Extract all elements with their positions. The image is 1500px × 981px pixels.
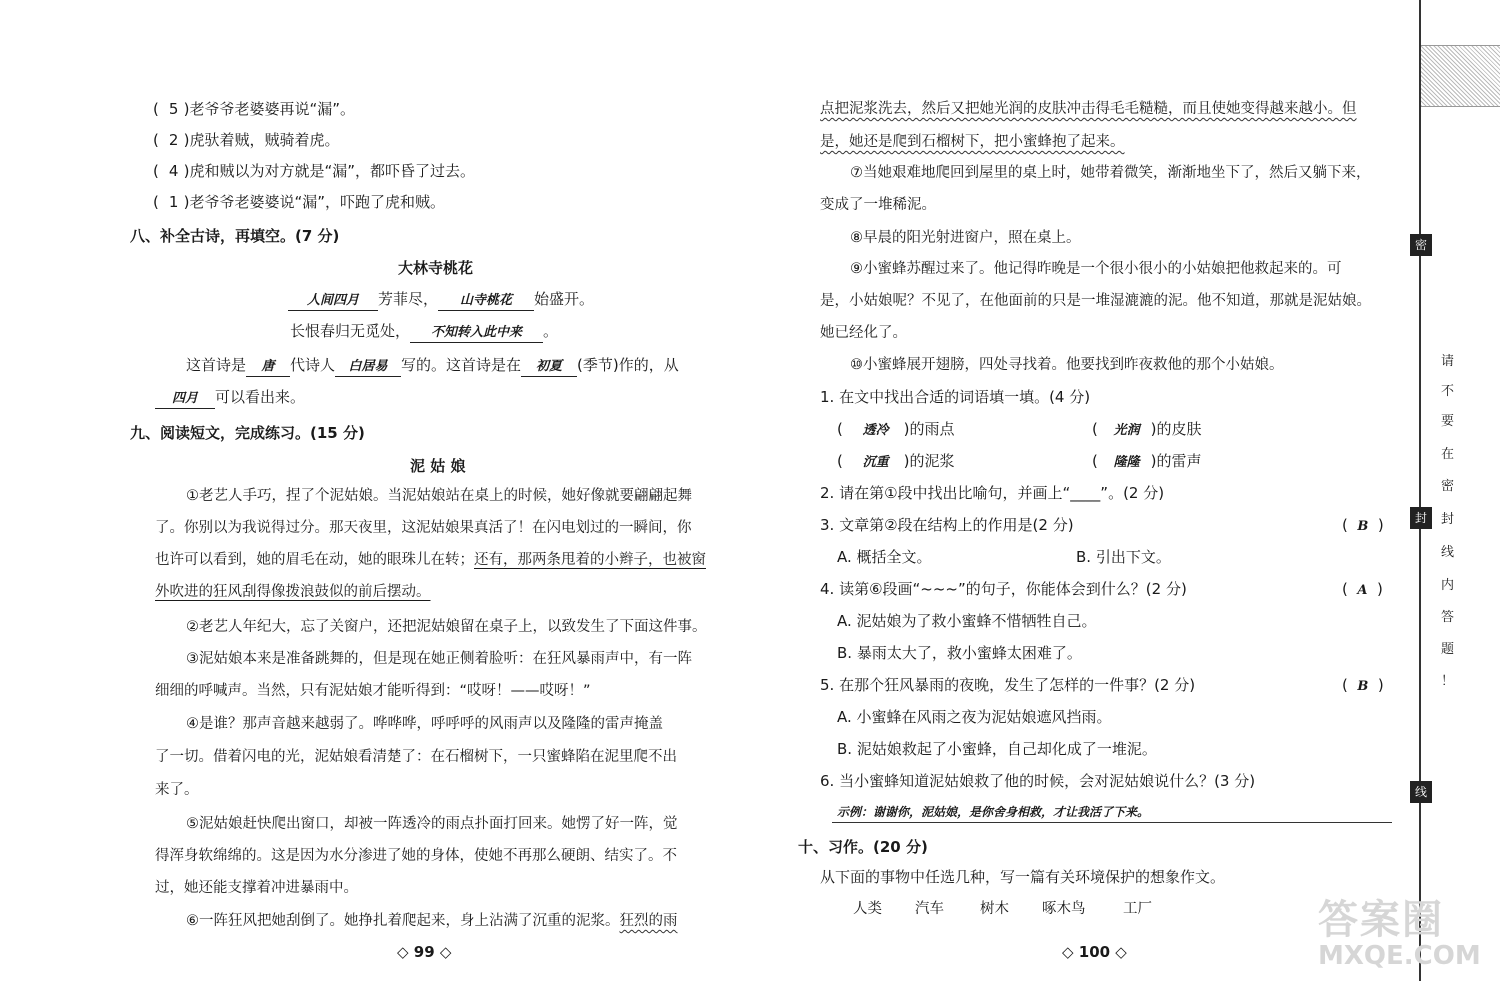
poem-fill-line-1: 这首诗是 唐 代诗人 白居易 写的。这首诗是在 初夏 (季节)作的，从 [186, 356, 679, 377]
section-8-heading: 八、补全古诗，再填空。(7 分) [130, 227, 340, 245]
story-line: 了一切。借着闪电的光，泥姑娘看清楚了：在石榴树下，一只蜜蜂陷在泥里爬不出 [155, 749, 677, 765]
q3-option-b: B. 引出下文。 [1076, 548, 1171, 566]
essay-prompt: 从下面的事物中任选几种，写一篇有关环境保护的想象作文。 [820, 868, 1226, 886]
story-line: 细细的呼喊声。当然，只有泥姑娘才能听得到：“哎呀！——哎呀！” [155, 683, 591, 699]
story-line: ⑧早晨的阳光射进窗户，照在桌上。 [850, 230, 1081, 246]
answer-line [832, 822, 1392, 823]
question-5: 5. 在那个狂风暴雨的夜晚，发生了怎样的一件事？(2 分) [820, 676, 1196, 694]
q3-answer: ( B ) [1342, 516, 1384, 534]
q3-option-a: A. 概括全文。 [837, 548, 932, 566]
order-item: ( 4 )虎和贼以为对方就是“漏”，都吓昏了过去。 [153, 162, 476, 180]
story-line: 得浑身软绵绵的。这是因为水分渗进了她的身体，使她不再那么硬朗、结实了。不 [155, 848, 677, 864]
story-line: 她已经化了。 [820, 325, 907, 341]
q5-option-b: B. 泥姑娘救起了小蜜蜂，自己却化成了一堆泥。 [837, 740, 1157, 758]
story-line: ⑦当她艰难地爬回到屋里的桌上时，她带着微笑，渐渐地坐下了，然后又躺下来， [850, 165, 1371, 181]
seal-mark: 密 [1410, 234, 1432, 256]
poem-line-1: 人间四月 芳菲尽， 山寺桃花 始盛开。 [288, 290, 594, 311]
seal-mark: 封 [1410, 507, 1432, 529]
q1-item: ( 隆隆 )的雷声 [1092, 452, 1202, 470]
vertical-char: ！ [1441, 674, 1455, 689]
order-item: ( 2 )虎驮着贼，贼骑着虎。 [153, 131, 340, 149]
vertical-char: 封 [1441, 512, 1455, 527]
question-1: 1. 在文中找出合适的词语填一填。(4 分) [820, 388, 1091, 406]
seal-mark: 线 [1410, 781, 1432, 803]
essay-item: 树木 [980, 901, 1009, 917]
poem-fill-line-2: 四月 可以看出来。 [155, 388, 305, 409]
simile-underline: 还有，那两条甩着的小辫子，也被窗 [474, 552, 706, 568]
vertical-char: 题 [1441, 642, 1455, 657]
question-4: 4. 读第⑥段画“~~~”的句子，你能体会到什么？(2 分) [820, 580, 1187, 598]
poem-line-2: 长恨春归无觅处， 不知转入此中来 。 [290, 322, 558, 343]
question-6: 6. 当小蜜蜂知道泥姑娘救了他的时候，会对泥姑娘说什么？(3 分) [820, 772, 1256, 790]
question-3: 3. 文章第②段在结构上的作用是(2 分) [820, 516, 1074, 534]
watermark: 答案圈 MXQE.COM [1318, 897, 1481, 971]
vertical-char: 密 [1441, 479, 1455, 494]
vertical-char: 不 [1441, 384, 1455, 399]
q1-item: ( 沉重 )的泥浆 [837, 452, 955, 470]
essay-item: 人类 [853, 901, 882, 917]
q1-item: ( 透冷 )的雨点 [837, 420, 955, 438]
poem-title: 大林寺桃花 [398, 259, 474, 277]
vertical-char: 要 [1441, 414, 1455, 429]
vertical-char: 在 [1441, 447, 1455, 462]
story-line: 过，她还能支撑着冲进暴雨中。 [155, 880, 358, 896]
hatch-pattern [1421, 45, 1500, 107]
story-title: 泥 姑 娘 [410, 457, 466, 475]
essay-item: 啄木鸟 [1042, 901, 1086, 917]
q5-option-a: A. 小蜜蜂在风雨之夜为泥姑娘遮风挡雨。 [837, 708, 1112, 726]
essay-item: 汽车 [915, 901, 944, 917]
q1-item: ( 光润 )的皮肤 [1092, 420, 1202, 438]
wavy-underline: 狂烈的雨 [619, 913, 678, 929]
q4-answer: ( A ) [1342, 580, 1383, 598]
section-10-heading: 十、习作。(20 分) [798, 838, 928, 856]
story-line: ⑨小蜜蜂苏醒过来了。他记得昨晚是一个很小很小的小姑娘把他救起来的。可 [850, 261, 1342, 277]
story-line: 也许可以看到，她的眉毛在动，她的眼珠儿在转；还有，那两条甩着的小辫子，也被窗 [155, 552, 706, 568]
story-line: ⑤泥姑娘赶快爬出窗口，却被一阵透冷的雨点扑面打回来。她愣了好一阵，觉 [186, 816, 678, 832]
page-number-right: ◇ 100 ◇ [1062, 943, 1127, 961]
order-item: ( 5 )老爷爷老婆婆再说“漏”。 [153, 100, 356, 118]
story-line: ③泥姑娘本来是准备跳舞的，但是现在她正侧着脸听：在狂风暴雨声中，有一阵 [186, 651, 692, 667]
vertical-char: 线 [1441, 545, 1455, 560]
q5-answer: ( B ) [1342, 676, 1384, 694]
q6-answer: 示例：谢谢你，泥姑娘，是你舍身相救，才让我活了下来。 [837, 805, 1150, 819]
order-item: ( 1 )老爷爷老婆婆说“漏”，吓跑了虎和贼。 [153, 193, 446, 211]
story-line: ④是谁？那声音越来越弱了。哗哗哗，呼呼呼的风雨声以及隆隆的雷声掩盖 [186, 716, 663, 732]
vertical-char: 答 [1441, 610, 1455, 625]
story-line: ⑩小蜜蜂展开翅膀，四处寻找着。他要找到昨夜救他的那个小姑娘。 [850, 357, 1284, 373]
page-number-left: ◇ 99 ◇ [397, 943, 452, 961]
seal-margin [1414, 0, 1500, 981]
story-line: 来了。 [155, 782, 199, 798]
story-line: 是，小姑娘呢？不见了，在他面前的只是一堆湿漉漉的泥。他不知道，那就是泥姑娘。 [820, 293, 1371, 309]
vertical-char: 请 [1441, 354, 1455, 369]
story-line: ①老艺人手巧，捏了个泥姑娘。当泥姑娘站在桌上的时候，她好像就要翩翩起舞 [186, 488, 692, 504]
section-9-heading: 九、阅读短文，完成练习。(15 分) [130, 424, 365, 442]
story-line: 变成了一堆稀泥。 [820, 197, 936, 213]
essay-item: 工厂 [1123, 901, 1152, 917]
story-line: 点把泥浆洗去，然后又把她光润的皮肤冲击得毛毛糙糙，而且使她变得越来越小。但 [820, 101, 1357, 117]
story-line: ②老艺人年纪大，忘了关窗户，还把泥姑娘留在桌子上，以致发生了下面这件事。 [186, 619, 707, 635]
q4-option-b: B. 暴雨太大了，救小蜜蜂太困难了。 [837, 644, 1082, 662]
question-2: 2. 请在第①段中找出比喻句，并画上“____”。(2 分) [820, 484, 1165, 502]
story-line: ⑥一阵狂风把她刮倒了。她挣扎着爬起来，身上沾满了沉重的泥浆。狂烈的雨 [186, 913, 678, 929]
q4-option-a: A. 泥姑娘为了救小蜜蜂不惜牺牲自己。 [837, 612, 1097, 630]
story-line: 外吹进的狂风刮得像拨浪鼓似的前后摆动。 [155, 584, 431, 600]
vertical-char: 内 [1441, 578, 1455, 593]
story-line: 了。你别以为我说得过分。那天夜里，这泥姑娘果真活了！在闪电划过的一瞬间，你 [155, 520, 692, 536]
story-line: 是，她还是爬到石榴树下，把小蜜蜂抱了起来。 [820, 134, 1125, 150]
